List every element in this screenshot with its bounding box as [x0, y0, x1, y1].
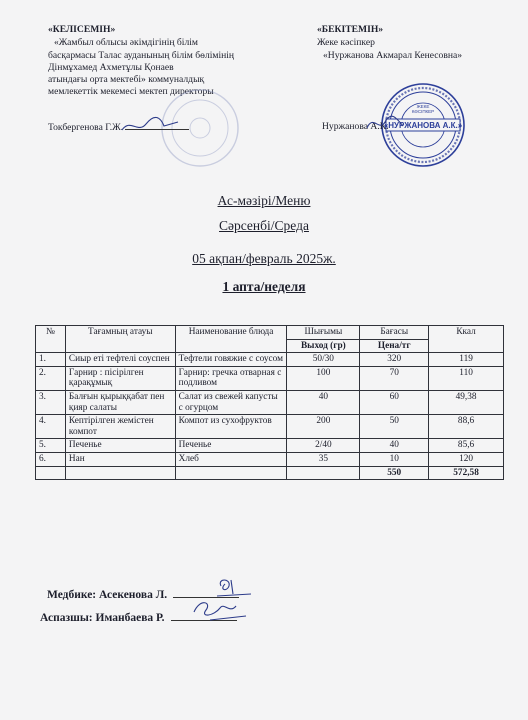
seal-inner-text: ЖЕКЕ	[416, 104, 430, 109]
header-price-kz: Бағасы	[360, 326, 429, 340]
cell-name-ru: Гарнир: гречка отварная с подливом	[175, 366, 287, 390]
totals-row	[36, 466, 504, 480]
approval-right-signer: Нуржанова А.К.	[322, 121, 389, 132]
totals-empty-cell	[36, 466, 66, 480]
nurse-label: Медбике: Асекенова Л.	[47, 589, 168, 601]
cell-price: 60	[360, 390, 429, 414]
cell-kcal: 85,6	[429, 439, 504, 453]
cell-kcal: 49,38	[429, 390, 504, 414]
approval-left-line: басқармасы Талас ауданының білім бөлімінің	[48, 49, 235, 61]
cell-name-kz: Печенье	[65, 439, 175, 453]
approval-right-line: Жеке кәсіпкер	[317, 37, 375, 49]
approval-left-line: «Жамбыл облысы әкімдігінің білім	[54, 37, 198, 49]
table-row	[36, 452, 504, 466]
menu-title: Ас-мәзірі/Меню	[217, 193, 311, 208]
cell-no: 5.	[36, 439, 66, 453]
cell-name-ru: Тефтели говяжие с соусом	[175, 353, 287, 367]
totals-empty-cell	[287, 466, 360, 480]
header-name-ru: Наименование блюда	[175, 326, 287, 353]
cell-price: 50	[360, 415, 429, 439]
cell-name-kz: Нан	[65, 452, 175, 466]
cell-price: 320	[360, 353, 429, 367]
table-row	[36, 439, 504, 453]
cell-no: 3.	[36, 390, 66, 414]
table-row	[36, 390, 504, 414]
cell-name-ru: Компот из сухофруктов	[175, 415, 287, 439]
entrepreneur-handwritten-signature	[365, 112, 405, 134]
cell-yield: 200	[287, 415, 360, 439]
approval-right-block	[317, 24, 517, 62]
total-price: 550	[360, 466, 429, 480]
approval-left-line: Дінмұхамед Ахметұлы Қонаев	[48, 61, 174, 73]
total-kcal: 572,58	[429, 466, 504, 480]
menu-table	[35, 325, 504, 480]
approval-left-signer: Токбергенова Г.Ж.	[48, 122, 124, 133]
cell-kcal: 88,6	[429, 415, 504, 439]
header-kcal: Ккал	[429, 326, 504, 353]
cell-no: 4.	[36, 415, 66, 439]
cell-price: 10	[360, 452, 429, 466]
header-name-kz: Тағамның атауы	[65, 326, 175, 353]
cell-name-kz: Сиыр еті тефтелі соуспен	[65, 353, 175, 367]
cell-name-ru: Печенье	[175, 439, 287, 453]
cell-price: 70	[360, 366, 429, 390]
cell-no: 1.	[36, 353, 66, 367]
cook-label: Аспазшы: Иманбаева Р.	[40, 612, 165, 624]
cell-no: 2.	[36, 366, 66, 390]
cell-kcal: 110	[429, 366, 504, 390]
cell-yield: 2/40	[287, 439, 360, 453]
approval-left-line: мемлекеттік мекемесі мектеп директоры	[48, 86, 214, 98]
director-handwritten-signature	[120, 112, 180, 136]
menu-day: Сәрсенбі/Среда	[219, 218, 309, 233]
seal-center-text: «НУРЖАНОВА А.К.»	[383, 121, 463, 130]
cell-no: 6.	[36, 452, 66, 466]
approval-left-line: атындағы орта мектебі» коммуналдық	[48, 74, 205, 86]
seal-inner-text: КӘСІПКЕР	[411, 109, 435, 114]
cell-name-kz: Кептірілген жемістен компот	[65, 415, 175, 439]
approval-right-title: «БЕКІТЕМІН»	[317, 24, 384, 35]
header-yield-kz: Шығымы	[287, 326, 360, 340]
cell-name-ru: Хлеб	[175, 452, 287, 466]
table-row	[36, 366, 504, 390]
approval-right-line: «Нуржанова Акмарал Кенесовна»	[323, 49, 463, 61]
cell-yield: 35	[287, 452, 360, 466]
totals-empty-cell	[65, 466, 175, 480]
header-price-ru: Цена/тг	[360, 339, 429, 353]
cell-name-ru: Салат из свежей капусты с огурцом	[175, 390, 287, 414]
table-row	[36, 415, 504, 439]
totals-empty-cell	[175, 466, 287, 480]
header-yield-ru: Выход (гр)	[287, 339, 360, 353]
cell-kcal: 119	[429, 353, 504, 367]
header-no: №	[36, 326, 66, 353]
cell-kcal: 120	[429, 452, 504, 466]
cook-handwritten-signature	[190, 594, 250, 626]
cell-yield: 40	[287, 390, 360, 414]
cell-name-kz: Гарнир : пісірілген қарақұмық	[65, 366, 175, 390]
cell-yield: 100	[287, 366, 360, 390]
cell-price: 40	[360, 439, 429, 453]
menu-week: 1 апта/неделя	[222, 279, 306, 294]
table-header-row	[36, 326, 504, 340]
approval-left-title: «КЕЛІСЕМІН»	[48, 24, 116, 35]
cell-yield: 50/30	[287, 353, 360, 367]
menu-date: 05 ақпан/февраль 2025ж.	[192, 251, 336, 266]
table-row	[36, 353, 504, 367]
cell-name-kz: Балғын қырыққабат пен қияр салаты	[65, 390, 175, 414]
